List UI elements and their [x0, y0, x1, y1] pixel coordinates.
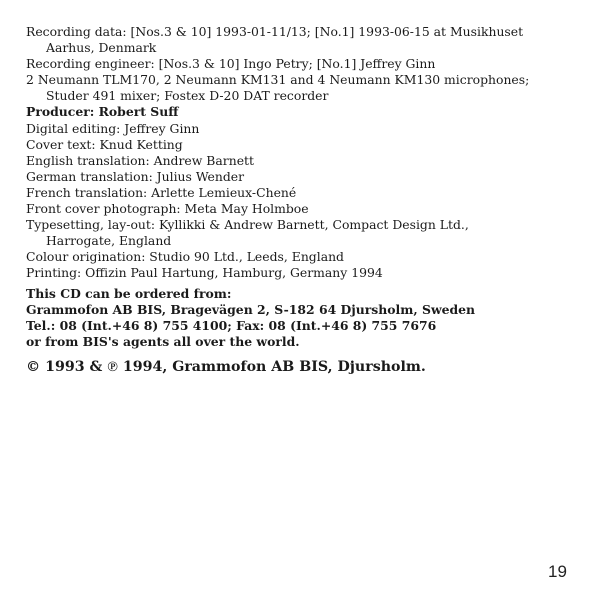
equipment-line-continued: Studer 491 mixer; Fostex D-20 DAT recorder: [46, 88, 329, 104]
equipment-line: 2 Neumann TLM170, 2 Neumann KM131 and 4 Neumann KM130 microphones;: [26, 72, 530, 88]
typesetting-line: Typesetting, lay-out: Kyllikki & Andrew Barnett, Compact Design Ltd.,: [26, 217, 469, 233]
producer-line: Producer: Robert Suff: [26, 104, 179, 120]
german-translation-line: German translation: Julius Wender: [26, 168, 245, 184]
recording-data-line-continued: Aarhus, Denmark: [46, 40, 157, 56]
recording-engineer-line: Recording engineer: [Nos.3 & 10] Ingo Petry; [No.1] Jeffrey Ginn: [26, 56, 436, 72]
digital-editing-line: Digital editing: Jeffrey Ginn: [26, 120, 200, 136]
order-agents: or from BIS's agents all over the world.: [26, 333, 300, 349]
order-info-block: [26, 286, 586, 350]
french-translation-line: French translation: Arlette Lemieux-Chené: [26, 184, 297, 200]
order-address: Grammofon AB BIS, Bragevägen 2, S-182 64 Djursholm, Sweden: [26, 301, 476, 317]
copyright-notice: © 1993 & ℗ 1994, Grammofon AB BIS, Djursholm.: [26, 359, 426, 375]
credits-block: [26, 24, 586, 350]
english-translation-line: English translation: Andrew Barnett: [26, 152, 254, 168]
cover-text-line: Cover text: Knud Ketting: [26, 136, 183, 152]
recording-data-line: Recording data: [Nos.3 & 10] 1993-01-11/13; [No.1] 1993-06-15 at Musikhuset: [26, 24, 524, 39]
typesetting-line-continued: Harrogate, England: [46, 233, 172, 249]
order-heading: This CD can be ordered from:: [26, 285, 232, 301]
order-phone-fax: Tel.: 08 (Int.+46 8) 755 4100; Fax: 08 (Int.+46 8) 755 7676: [26, 317, 437, 333]
printing-line: Printing: Offizin Paul Hartung, Hamburg, Germany 1994: [26, 265, 383, 281]
page-number: 19: [548, 562, 567, 581]
cover-photograph-line: Front cover photograph: Meta May Holmboe: [26, 201, 309, 217]
colour-origination-line: Colour origination: Studio 90 Ltd., Leeds, England: [26, 249, 344, 265]
